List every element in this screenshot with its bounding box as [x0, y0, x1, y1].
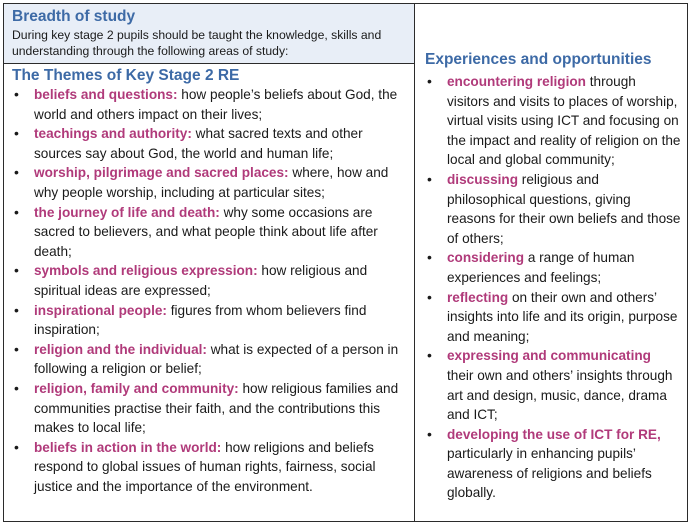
theme-keyword: inspirational people: [34, 302, 167, 318]
theme-keyword: beliefs in action in the world: [34, 439, 222, 455]
experiences-list [415, 72, 687, 503]
list-item [425, 425, 681, 503]
study-table [3, 3, 688, 522]
list-item [12, 261, 406, 300]
experiences-title: Experiences and opportunities [425, 51, 652, 68]
theme-keyword: the journey of life and death: [34, 204, 220, 220]
left-column [4, 4, 415, 521]
experience-keyword: discussing [447, 171, 519, 187]
themes-title: The Themes of Key Stage 2 RE [12, 67, 240, 84]
theme-text: how people’s beliefs about God, the world and others impact on their lives; [34, 87, 398, 122]
theme-keyword: symbols and religious expression: [34, 263, 258, 279]
list-item [425, 72, 681, 170]
theme-text: how religious families and communities practise their faith, and the contributions this makes to local life; [34, 380, 399, 436]
breadth-title: Breadth of study [12, 8, 136, 25]
experience-text: through visitors and visits to places of worship, virtual visits using ICT and focusing on the impact and reality of religion on the local and global community; [447, 74, 681, 168]
right-column [415, 4, 687, 521]
list-item [12, 203, 406, 262]
theme-keyword: teachings and authority: [34, 126, 192, 142]
breadth-of-study-section [4, 4, 414, 64]
theme-text: figures from whom believers find inspiration; [34, 302, 367, 338]
themes-list [12, 85, 406, 496]
theme-keyword: religion, family and community: [34, 380, 239, 396]
breadth-text: During key stage 2 pupils should be taught the knowledge, skills and understanding through the following areas of study: [12, 28, 382, 58]
list-item [425, 248, 681, 287]
experience-text: a range of human experiences and feelings; [447, 250, 635, 285]
list-item [12, 379, 406, 438]
experience-text: religious and philosophical questions, giving reasons for their own beliefs and those of others; [447, 171, 681, 246]
theme-text: why some occasions are sacred to believers, and what people think about life after death; [34, 204, 378, 259]
list-item [425, 288, 681, 347]
list-item [12, 124, 406, 163]
theme-keyword: worship, pilgrimage and sacred places: [34, 165, 289, 181]
theme-text: where, how and why people worship, including at particular sites; [34, 165, 389, 200]
theme-keyword: beliefs and questions: [34, 87, 178, 102]
list-item [12, 301, 406, 340]
list-item [425, 346, 681, 424]
experience-text: their own and others’ insights through art and design, music, dance, drama and ICT; [447, 367, 673, 423]
list-item [12, 340, 406, 379]
theme-text: how religions and beliefs respond to global issues of human rights, fairness, social justice and the importance of the environment. [34, 439, 376, 494]
theme-text: what sacred texts and other sources say about God, the world and human life; [34, 126, 363, 161]
experience-text: particularly in enhancing pupils’ awareness of religions and beliefs globally. [447, 446, 652, 501]
experience-keyword: reflecting [447, 289, 509, 305]
list-item [12, 163, 406, 202]
experience-keyword: expressing and communicating [447, 348, 651, 364]
list-item [12, 85, 406, 124]
experience-text: on their own and others’ insights into life and its origin, purpose and meaning; [447, 289, 678, 344]
list-item [12, 438, 406, 497]
theme-keyword: religion and the individual: [34, 341, 207, 357]
experience-keyword: considering [447, 250, 525, 266]
list-item [425, 170, 681, 248]
themes-section [4, 64, 414, 496]
theme-text: how religious and spiritual ideas are expressed; [34, 263, 368, 298]
experience-keyword: encountering religion [447, 74, 586, 89]
theme-text: what is expected of a person in following a religion or belief; [34, 341, 399, 377]
experience-keyword: developing the use of ICT for RE, [447, 426, 661, 442]
